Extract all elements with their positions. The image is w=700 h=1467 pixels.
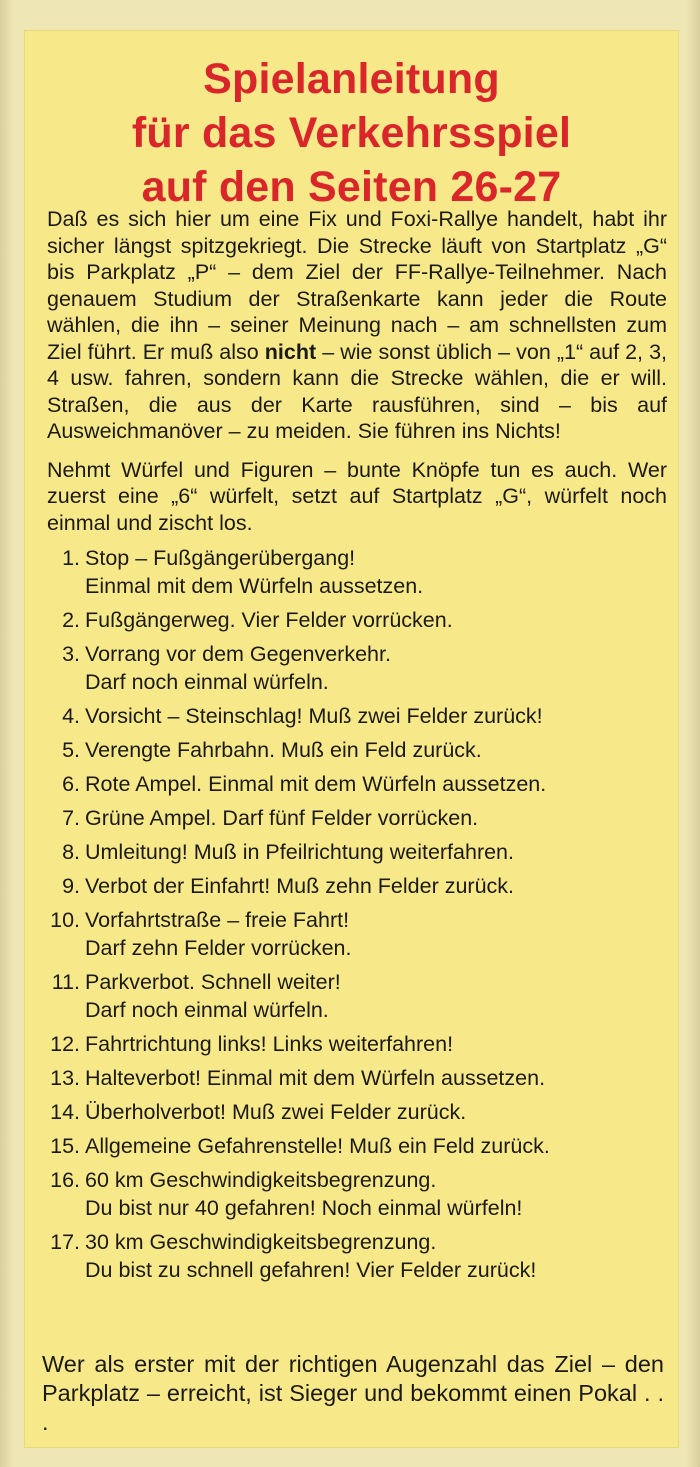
list-item-text-continued: Darf noch einmal würfeln. [85,670,329,694]
list-item-text: Halteverbot! Einmal mit dem Würfeln aussetzen. [85,1066,546,1090]
list-item-text-continued: Darf zehn Felder vorrücken. [85,936,352,960]
list-item [47,702,667,730]
list-item-text-continued: Einmal mit dem Würfeln aussetzen. [85,574,424,598]
list-item-number: 10. [50,908,80,932]
intro-text-bold: nicht [264,339,317,364]
list-item-number: 7. [62,806,80,830]
list-item [47,736,667,764]
title-line-2: für das Verkehrsspiel [131,109,572,157]
list-item-text: 60 km Geschwindigkeitsbegrenzung. [85,1168,437,1192]
list-item-number: 11. [51,970,80,994]
list-item-text-continued: Du bist nur 40 gefahren! Noch einmal würfeln! [85,1196,523,1220]
list-item [47,640,667,696]
list-item [47,1166,667,1222]
list-item [47,968,667,1024]
list-item [47,1098,667,1126]
intro-paragraph-2: Nehmt Würfel und Figuren – bunte Knöpfe tun es auch. Wer zuerst eine „6“ würfelt, setzt auf Startplatz „G“, würfelt noch einmal und zischt los. [47,457,667,535]
list-item [47,770,667,798]
list-item [47,1132,667,1160]
list-item-number: 3. [62,642,80,666]
list-item-text: 30 km Geschwindigkeitsbegrenzung. [85,1230,437,1254]
list-item [47,1228,667,1284]
list-item-number: 4. [62,704,80,728]
list-item-text: Parkverbot. Schnell weiter! [85,970,341,994]
title-line-3: auf den Seiten 26-27 [141,163,562,211]
intro-text-b: – wie sonst üblich – von „1“ auf 2, 3, 4 usw. fahren, sondern kann die Strecke wählen, die er will. Straßen, die aus der Karte rausführen, sind – bis auf Ausweichmanöver – zu meiden. Sie führen ins Nichts! [47,339,667,443]
list-item-text: Verengte Fahrbahn. Muß ein Feld zurück. [85,738,482,762]
list-item-text: Vorsicht – Steinschlag! Muß zwei Felder zurück! [85,704,543,728]
list-item-text: Fahrtrichtung links! Links weiterfahren! [85,1032,454,1056]
list-item-text: Verbot der Einfahrt! Muß zehn Felder zurück. [85,874,515,898]
list-item [47,838,667,866]
list-item-number: 2. [62,608,80,632]
list-item [47,1064,667,1092]
list-item-text: Fußgängerweg. Vier Felder vorrücken. [85,608,453,632]
list-item-number: 12. [50,1032,80,1056]
list-item [47,1030,667,1058]
instructions-body [47,206,667,1290]
closing-paragraph: Wer als erster mit der richtigen Augenzahl das Ziel – den Parkplatz – erreicht, ist Sieger und bekommt einen Pokal . . . [42,1351,664,1435]
list-item [47,544,667,600]
list-item-number: 14. [50,1100,80,1124]
page-title [24,52,679,214]
list-item-number: 8. [62,840,80,864]
list-item-number: 6. [62,772,80,796]
list-item-text: Umleitung! Muß in Pfeilrichtung weiterfahren. [85,840,514,864]
list-item-text: Vorfahrtstraße – freie Fahrt! [85,908,350,932]
list-item [47,906,667,962]
intro-paragraph-1 [47,206,667,445]
list-item-text-continued: Du bist zu schnell gefahren! Vier Felder zurück! [85,1258,537,1282]
list-item [47,606,667,634]
list-item-number: 9. [62,874,80,898]
list-item-number: 17. [50,1230,80,1254]
list-item-text: Allgemeine Gefahrenstelle! Muß ein Feld zurück. [85,1134,550,1158]
list-item-text: Grüne Ampel. Darf fünf Felder vorrücken. [85,806,479,830]
list-item-number: 13. [50,1066,80,1090]
title-line-1: Spielanleitung [203,55,500,103]
intro-text-a: Daß es sich hier um eine Fix und Foxi-Rallye handelt, habt ihr sicher längst spitzgekriegt. Die Strecke läuft von Startplatz „G“ bis Parkplatz „P“ – dem Ziel der FF-Rallye-Teilnehmer. Nach genauem Studium der Straßenkarte kann jeder die Route wählen, die ihn – seiner Meinung nach – am schnellsten zum Ziel führt. Er muß also [47,207,667,364]
list-item-text-continued: Darf noch einmal würfeln. [85,998,329,1022]
rules-list [47,544,667,1284]
list-item-text: Rote Ampel. Einmal mit dem Würfeln aussetzen. [85,772,547,796]
list-item [47,872,667,900]
list-item-number: 15. [50,1134,80,1158]
list-item [47,804,667,832]
list-item-number: 1. [62,546,80,570]
list-item-number: 5. [62,738,80,762]
list-item-text: Stop – Fußgängerübergang! [85,546,356,570]
list-item-number: 16. [50,1168,80,1192]
list-item-text: Vorrang vor dem Gegenverkehr. [85,642,391,666]
list-item-text: Überholverbot! Muß zwei Felder zurück. [85,1100,467,1124]
